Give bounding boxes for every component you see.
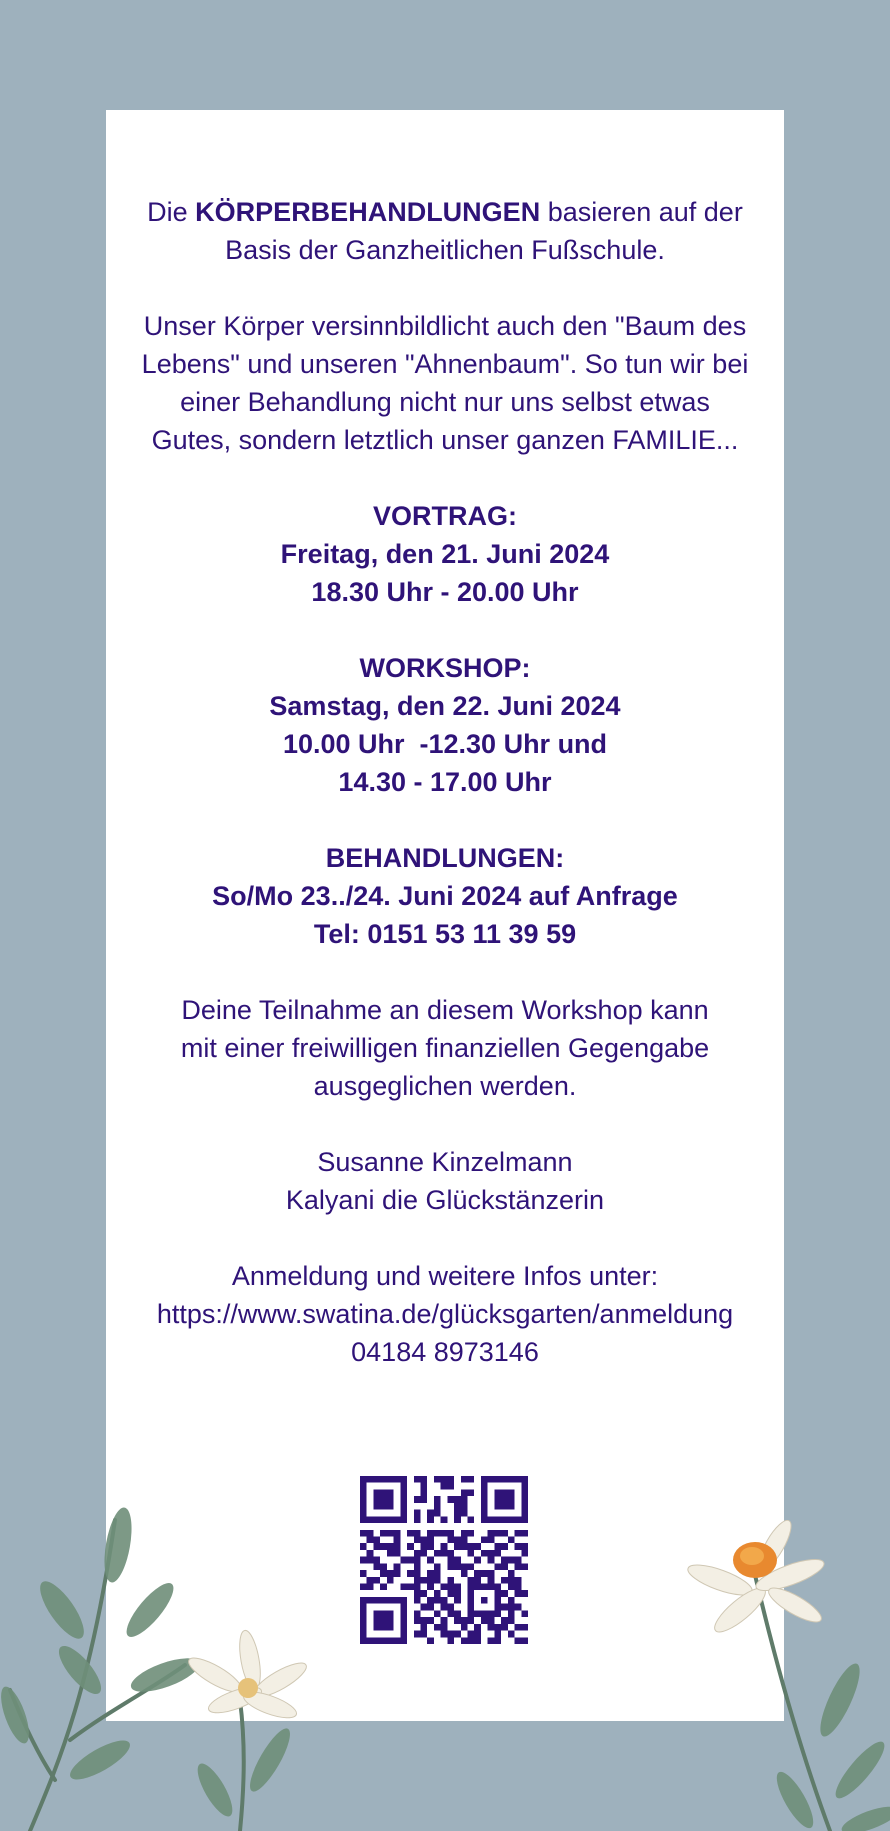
intro-prefix: Die	[147, 197, 196, 227]
body-line: Unser Körper versinnbildlicht auch den "Baum des	[143, 311, 747, 341]
registration-url-link[interactable]: https://www.swatina.de/glücksgarten/anmeldung	[156, 1299, 734, 1329]
participation-line: Deine Teilnahme an diesem Workshop kann	[181, 995, 709, 1025]
vortrag-time: 18.30 Uhr - 20.00 Uhr	[311, 577, 579, 607]
intro-paragraph	[106, 193, 784, 269]
registration-phone[interactable]: 04184 8973146	[351, 1337, 539, 1367]
body-line: Lebens" und unseren "Ahnenbaum". So tun wir bei	[141, 349, 749, 379]
intro-suffix: basieren auf der	[540, 197, 743, 227]
behandlungen-date: So/Mo 23../24. Juni 2024 auf Anfrage	[212, 881, 678, 911]
behandlungen-section	[106, 839, 784, 953]
participation-line: ausgeglichen werden.	[313, 1071, 577, 1101]
workshop-time-2: 14.30 - 17.00 Uhr	[338, 767, 552, 797]
participation-line: mit einer freiwilligen finanziellen Gegengabe	[180, 1033, 710, 1063]
qr-code-icon[interactable]	[360, 1476, 528, 1644]
workshop-heading: WORKSHOP:	[359, 653, 531, 683]
behandlungen-phone[interactable]: Tel: 0151 53 11 39 59	[313, 919, 577, 949]
flyer-content	[106, 110, 784, 1409]
signature-title: Kalyani die Glückstänzerin	[285, 1185, 605, 1215]
workshop-date: Samstag, den 22. Juni 2024	[269, 691, 621, 721]
workshop-time-1: 10.00 Uhr -12.30 Uhr und	[282, 729, 608, 759]
body-line: Gutes, sondern letztlich unser ganzen FAMILIE...	[151, 425, 739, 455]
flyer-card	[106, 110, 784, 1721]
behandlungen-heading: BEHANDLUNGEN:	[325, 843, 565, 873]
body-line: einer Behandlung nicht nur uns selbst etwas	[180, 387, 710, 417]
registration-label: Anmeldung und weitere Infos unter:	[231, 1261, 659, 1291]
participation-paragraph	[106, 991, 784, 1105]
vortrag-heading: VORTRAG:	[373, 501, 517, 531]
signature-block	[106, 1143, 784, 1219]
workshop-section	[106, 649, 784, 801]
registration-block	[106, 1257, 784, 1371]
signature-name: Susanne Kinzelmann	[317, 1147, 573, 1177]
vortrag-date: Freitag, den 21. Juni 2024	[280, 539, 610, 569]
body-paragraph	[106, 307, 784, 459]
vortrag-section	[106, 497, 784, 611]
intro-line2: Basis der Ganzheitlichen Fußschule.	[225, 235, 665, 265]
intro-highlight: KÖRPERBEHANDLUNGEN	[195, 197, 541, 227]
